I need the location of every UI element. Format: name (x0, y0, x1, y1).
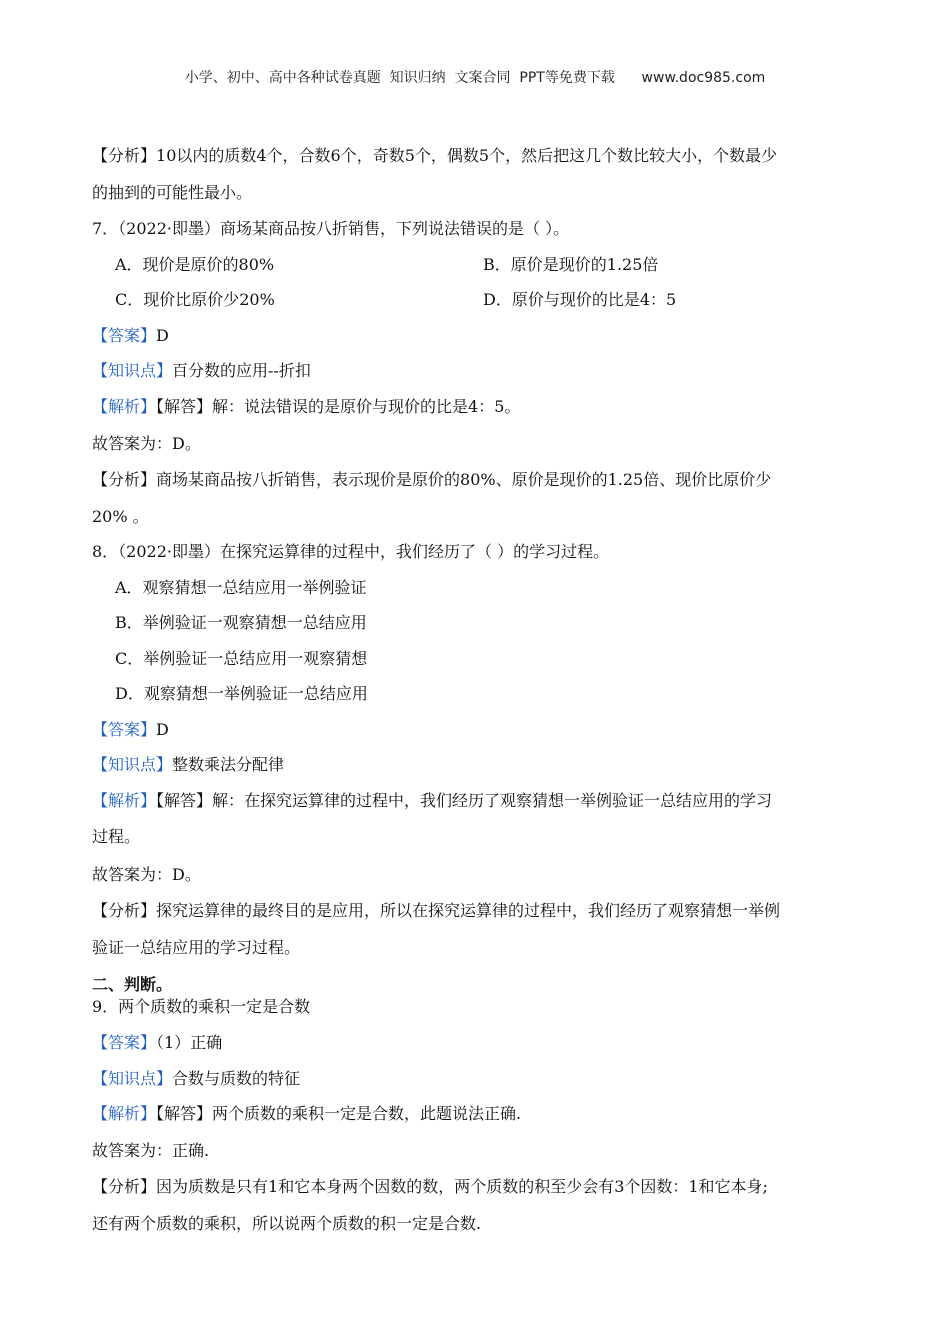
q7-knowledge (92, 360, 311, 382)
q8-final: 故答案为：D。 (92, 865, 201, 884)
q7-answer (92, 325, 169, 347)
q7-analysis-cont: 20% 。 (92, 507, 149, 526)
prev-analysis (92, 145, 777, 167)
analysis-tag: 【分析】 (92, 1177, 157, 1196)
q8-option-c: C．举例验证一总结应用一观察猜想 (115, 649, 368, 668)
q7-knowledge-text: 百分数的应用--折扣 (172, 361, 311, 380)
q9-answer (92, 1032, 222, 1054)
q7-option-d: D．原价与现价的比是4：5 (483, 290, 677, 309)
q8-analysis-cont: 验证一总结应用的学习过程。 (92, 938, 301, 957)
page-header: 小学、初中、高中各种试卷真题 知识归纳 文案合同 PPT等免费下载 www.doc985.com (184, 70, 766, 86)
answer-tag: 【答案】 (92, 720, 157, 739)
q9-explain (92, 1103, 521, 1125)
q8-option-b: B．举例验证一观察猜想一总结应用 (115, 613, 367, 632)
prev-analysis-cont: 的抽到的可能性最小。 (92, 183, 253, 202)
q9-analysis-text: 因为质数是只有1和它本身两个因数的数，两个质数的积至少会有3个因数：1和它本身; (156, 1177, 768, 1196)
q7-stem: 7．（2022·即墨）商场某商品按八折销售，下列说法错误的是（ ）。 (92, 219, 570, 238)
q9-analysis-cont: 还有两个质数的乘积，所以说两个质数的积一定是合数. (92, 1214, 482, 1233)
q9-explain-text: 两个质数的乘积一定是合数，此题说法正确. (212, 1104, 522, 1123)
q8-answer (92, 719, 169, 741)
q9-analysis (92, 1176, 768, 1198)
q9-stem: 9．两个质数的乘积一定是合数 (92, 997, 311, 1016)
q8-knowledge (92, 754, 284, 776)
prev-analysis-text: 10以内的质数4个，合数6个，奇数5个，偶数5个，然后把这几个数比较大小，个数最少 (156, 146, 778, 165)
answer-tag: 【答案】 (92, 1033, 157, 1052)
explain-tag: 【解析】 (92, 791, 157, 810)
q7-analysis-text: 商场某商品按八折销售，表示现价是原价的80%、原价是现价的1.25倍、现价比原价少 (156, 470, 772, 489)
q8-explain-cont: 过程。 (92, 827, 141, 846)
q8-explain-text: 解：在探究运算律的过程中，我们经历了观察猜想一举例验证一总结应用的学习 (212, 791, 773, 810)
q9-knowledge-text: 合数与质数的特征 (172, 1069, 301, 1088)
q9-answer-value: （1）正确 (156, 1033, 223, 1052)
q9-final: 故答案为：正确. (92, 1141, 210, 1160)
knowledge-tag: 【知识点】 (92, 361, 173, 380)
solve-tag: 【解答】 (156, 791, 213, 810)
analysis-tag: 【分析】 (92, 146, 157, 165)
q7-explain (92, 396, 520, 418)
q8-analysis-text: 探究运算律的最终目的是应用，所以在探究运算律的过程中，我们经历了观察猜想一举例 (156, 901, 781, 920)
q8-option-a: A．观察猜想一总结应用一举例验证 (115, 578, 367, 597)
analysis-tag: 【分析】 (92, 470, 157, 489)
q7-final: 故答案为：D。 (92, 434, 201, 453)
q8-stem: 8．（2022·即墨）在探究运算律的过程中，我们经历了（ ）的学习过程。 (92, 542, 610, 561)
q9-knowledge (92, 1068, 300, 1090)
explain-tag: 【解析】 (92, 1104, 157, 1123)
q7-option-b: B．原价是现价的1.25倍 (483, 255, 659, 274)
q8-option-d: D．观察猜想一举例验证一总结应用 (115, 684, 368, 703)
solve-tag: 【解答】 (156, 1104, 213, 1123)
q7-option-a: A．现价是原价的80% (115, 255, 275, 274)
q7-analysis (92, 469, 771, 491)
q7-option-c: C．现价比原价少20% (115, 290, 275, 309)
analysis-tag: 【分析】 (92, 901, 157, 920)
q8-analysis (92, 900, 780, 922)
q7-answer-value: D (156, 326, 169, 345)
q8-explain (92, 790, 772, 812)
q7-explain-text: 解：说法错误的是原价与现价的比是4：5。 (212, 397, 521, 416)
explain-tag: 【解析】 (92, 397, 157, 416)
section-title: 二、判断。 (92, 975, 173, 994)
knowledge-tag: 【知识点】 (92, 1069, 173, 1088)
q8-knowledge-text: 整数乘法分配律 (172, 755, 285, 774)
knowledge-tag: 【知识点】 (92, 755, 173, 774)
solve-tag: 【解答】 (156, 397, 213, 416)
answer-tag: 【答案】 (92, 326, 157, 345)
q8-answer-value: D (156, 720, 169, 739)
